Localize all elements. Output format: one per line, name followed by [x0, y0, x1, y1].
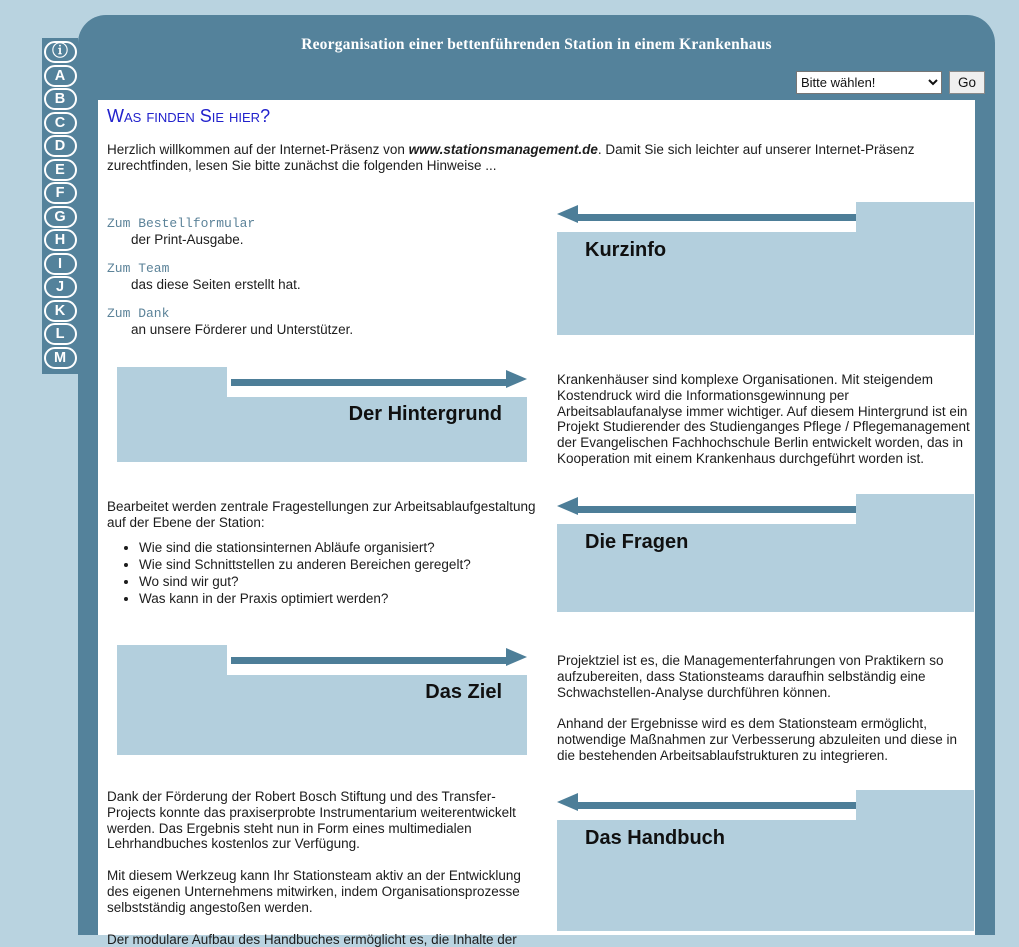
category-select[interactable]: [796, 71, 942, 94]
arrow-left-icon: [557, 202, 856, 232]
sidebar-item-a[interactable]: A: [44, 65, 77, 87]
handbuch-paragraph-2: Mit diesem Werkzeug kann Ihr Stationsteam aktiv an der Entwicklung des eigenen Unternehmens mitwirken, indem Organisationsprozesse selbstständig angestoßen werden.: [107, 868, 521, 915]
bestellformular-link[interactable]: Zum Bestellformular: [107, 216, 256, 231]
main-panel: [78, 15, 995, 947]
kurzinfo-box: [557, 202, 974, 335]
box-corner: [117, 367, 227, 397]
sidebar-item-f[interactable]: F: [44, 182, 77, 204]
fragen-bullet: • Was kann in der Praxis optimiert werden?: [139, 591, 553, 607]
sidebar-item-i[interactable]: I: [44, 253, 77, 275]
ziel-paragraph-1: Projektziel ist es, die Managementerfahrungen von Praktikern so aufzubereiten, dass Stationsteams daraufhin selbständig eine Schwachstellen-Analyse durchführen können.: [557, 653, 944, 700]
fragen-box: [557, 494, 974, 612]
sidebar-item-k[interactable]: K: [44, 300, 77, 322]
welcome-text-pre: Herzlich willkommen auf der Internet-Präsenz von: [107, 142, 409, 157]
box-corner: [856, 790, 974, 820]
dank-desc: an unsere Förderer und Unterstützer.: [131, 322, 354, 337]
arrow-right-icon: [227, 367, 527, 397]
link-item-dank: [107, 306, 547, 337]
fragen-text-block: [107, 499, 553, 608]
handbuch-paragraph-1: Dank der Förderung der Robert Bosch Stiftung und des Transfer-Projects konnte das praxiserprobte Instrumentarium weiterentwickelt werden. Das Ergebnis steht nun in Form eines multimedialen Lehrhandbuches kostenlos zur Verfügung.: [107, 789, 516, 852]
hintergrund-text: Krankenhäuser sind komplexe Organisationen. Mit steigendem Kostendruck wird die Informationsgewinnung per Arbeitsablaufanalyse immer wichtiger. Auf diesem Hintergrund ist ein Projekt Studierender des Studienganges Pflege / Pflegemanagement der Evangelischen Fachhochschule Berlin entwickelt worden, das in Kooperation mit einem Krankenhaus durchgeführt worden ist.: [557, 372, 970, 466]
link-item-team: [107, 261, 547, 292]
fragen-bullet: • Wo sind wir gut?: [139, 574, 553, 590]
fragen-bullet-list: [107, 540, 553, 607]
info-icon: ⓘ: [51, 43, 68, 60]
box-corner: [856, 494, 974, 524]
ziel-heading: Das Ziel: [425, 681, 502, 703]
handbuch-box: [557, 790, 974, 931]
sidebar-item-c[interactable]: C: [44, 112, 77, 134]
welcome-text-post: . Damit Sie sich leichter auf unserer Internet-Präsenz zurechtfinden, lesen Sie bitte zunächst die folgenden Hinweise ...: [107, 142, 915, 173]
alphabet-sidebar: [42, 38, 78, 374]
content-area: [98, 100, 975, 947]
box-corner: [117, 645, 227, 675]
hintergrund-box: [117, 367, 527, 462]
fragen-bullet: • Wie sind die stationsinternen Abläufe organisiert?: [139, 540, 553, 556]
sidebar-item-d[interactable]: D: [44, 135, 77, 157]
arrow-right-icon: [227, 645, 527, 675]
kurzinfo-heading: Kurzinfo: [585, 239, 667, 261]
site-name: www.stationsmanagement.de: [408, 142, 598, 157]
page-title: Reorganisation einer bettenführenden Station in einem Krankenhaus: [301, 36, 772, 53]
sidebar-item-b[interactable]: B: [44, 88, 77, 110]
fragen-intro: Bearbeitet werden zentrale Fragestellungen zur Arbeitsablaufgestaltung auf der Ebene der Station:: [107, 499, 536, 530]
bestellformular-desc: der Print-Ausgabe.: [131, 232, 244, 247]
sidebar-item-j[interactable]: J: [44, 276, 77, 298]
sidebar-item-e[interactable]: E: [44, 159, 77, 181]
welcome-text: [107, 142, 969, 174]
arrow-left-icon: [557, 790, 856, 820]
arrow-left-icon: [557, 494, 856, 524]
sidebar-item-h[interactable]: H: [44, 229, 77, 251]
page-heading: Was finden Sie hier?: [107, 106, 271, 126]
sidebar-item-l[interactable]: L: [44, 323, 77, 345]
team-desc: das diese Seiten erstellt hat.: [131, 277, 301, 292]
link-list: [107, 216, 547, 351]
sidebar-item-info[interactable]: [44, 41, 77, 63]
go-button[interactable]: Go: [949, 71, 985, 94]
box-corner: [856, 202, 974, 232]
fragen-bullet: • Wie sind Schnittstellen zu anderen Bereichen geregelt?: [139, 557, 553, 573]
team-link[interactable]: Zum Team: [107, 261, 170, 276]
fragen-heading: Die Fragen: [585, 531, 689, 553]
sidebar-item-m[interactable]: M: [44, 347, 77, 369]
hintergrund-heading: Der Hintergrund: [348, 403, 502, 425]
quick-nav: [796, 70, 985, 94]
handbuch-text-block: [107, 789, 539, 947]
handbuch-heading: Das Handbuch: [585, 827, 726, 849]
sidebar-item-g[interactable]: G: [44, 206, 77, 228]
ziel-text-block: [557, 653, 977, 764]
link-item-bestellformular: [107, 216, 547, 247]
ziel-paragraph-2: Anhand der Ergebnisse wird es dem Stationsteam ermöglicht, notwendige Maßnahmen zur Verbesserung abzuleiten und diese in die bestehenden Arbeitsablaufstrukturen zu integrieren.: [557, 716, 958, 763]
dank-link[interactable]: Zum Dank: [107, 306, 170, 321]
ziel-box: [117, 645, 527, 755]
handbuch-paragraph-3: Der modulare Aufbau des Handbuches ermöglicht es, die Inhalte der: [107, 931, 517, 947]
